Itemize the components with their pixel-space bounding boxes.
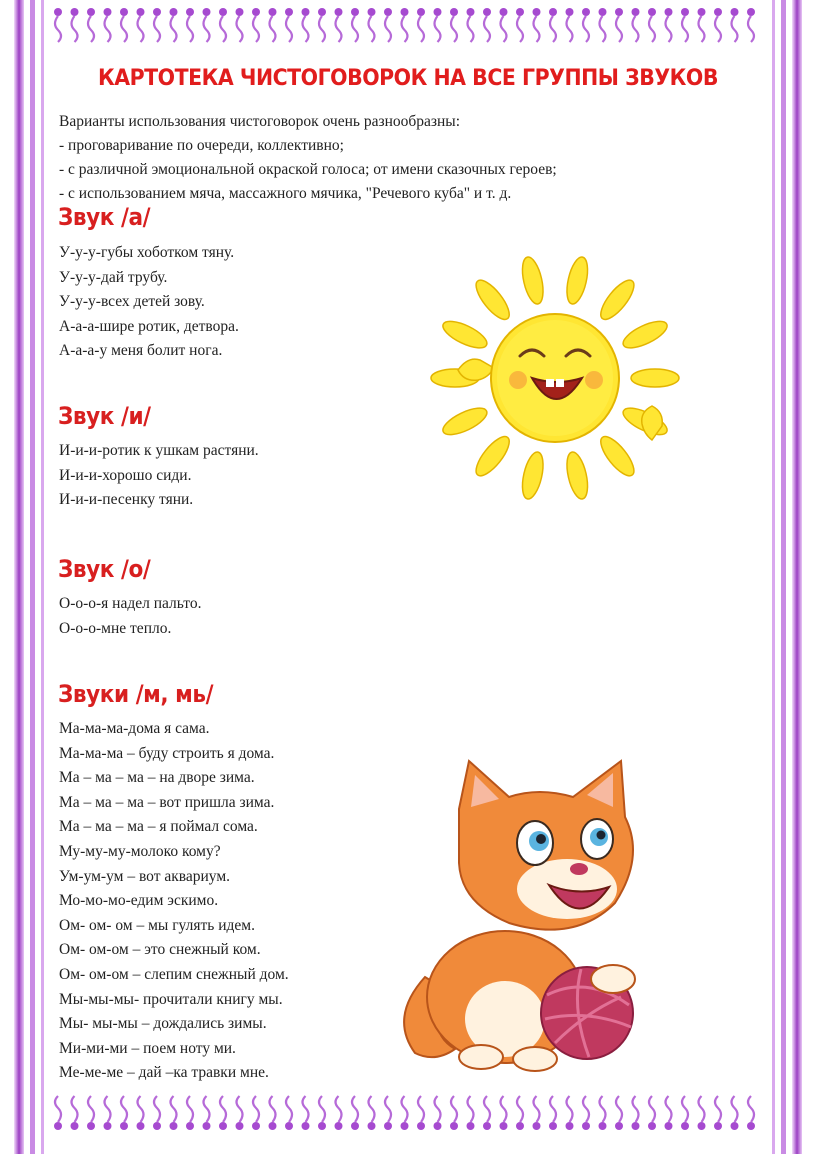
intro-line: Варианты использования чистоговорок очень разнообразны: [59,113,461,130]
rhyme-line: Ме-ме-ме – дай –ка травки мне. [59,1064,269,1082]
kitten-illustration [385,757,681,1077]
section-lines-m [59,717,289,1086]
intro-block [59,110,719,206]
section-lines-i [59,439,259,513]
rhyme-line: У-у-у-губы хоботком тяну. [59,244,235,261]
rhyme-line: Мы- мы-мы – дождались зимы. [59,1015,267,1033]
rhyme-line: У-у-у-всех детей зову. [59,293,205,311]
rhyme-line: Мы-мы-мы- прочитали книгу мы. [59,990,283,1008]
rhyme-line: А-а-а-у меня болит нога. [59,342,223,360]
rhyme-line: И-и-и-ротик к ушкам растяни. [59,442,259,459]
rhyme-line: У-у-у-дай трубу. [59,268,168,286]
rhyme-line: О-о-о-я надел пальто. [59,595,202,612]
intro-line: - с различной эмоциональной окраской голоса; от имени сказочных героев; [59,161,557,178]
rhyme-line: Ма – ма – ма – вот пришла зима. [59,793,275,811]
rhyme-line: Му-му-му-молоко кому? [59,842,221,860]
section-heading-i: Звук /и/ [58,402,151,430]
rhyme-line: И-и-и-песенку тяни. [59,491,194,509]
rhyme-line: О-о-о-мне тепло. [59,619,172,637]
page-title: КАРТОТЕКА ЧИСТОГОВОРОК НА ВСЕ ГРУППЫ ЗВУКОВ [98,66,718,91]
section-heading-a: Звук /а/ [58,203,151,231]
rhyme-line: Ом- ом-ом – слепим снежный дом. [59,965,289,983]
rhyme-line: Мо-мо-мо-едим эскимо. [59,892,219,910]
rhyme-line: Ма-ма-ма – буду строить я дома. [59,744,275,762]
rhyme-line: Ма-ма-ма-дома я сама. [59,720,210,737]
rhyme-line: Ум-ум-ум – вот аквариум. [59,867,231,885]
rhyme-line: Ма – ма – ма – на дворе зима. [59,769,255,787]
rhyme-line: И-и-и-хорошо сиди. [59,466,192,484]
rhyme-line: А-а-а-шире ротик, детвора. [59,317,239,335]
rhyme-line: Ма – ма – ма – я поймал сома. [59,818,258,836]
section-lines-o [59,592,201,641]
section-lines-a [59,241,239,364]
rhyme-line: Ми-ми-ми – поем ноту ми. [59,1039,236,1057]
section-heading-o: Звук /о/ [58,555,151,583]
rhyme-line: Ом- ом- ом – мы гулять идем. [59,916,255,934]
sun-illustration [420,238,692,520]
section-heading-m: Звуки /м, мь/ [58,680,214,708]
intro-line: - с использованием мяча, массажного мячика, "Речевого куба" и т. д. [59,185,512,202]
intro-line: - проговаривание по очереди, коллективно; [59,137,344,154]
rhyme-line: Ом- ом-ом – это снежный ком. [59,941,261,959]
